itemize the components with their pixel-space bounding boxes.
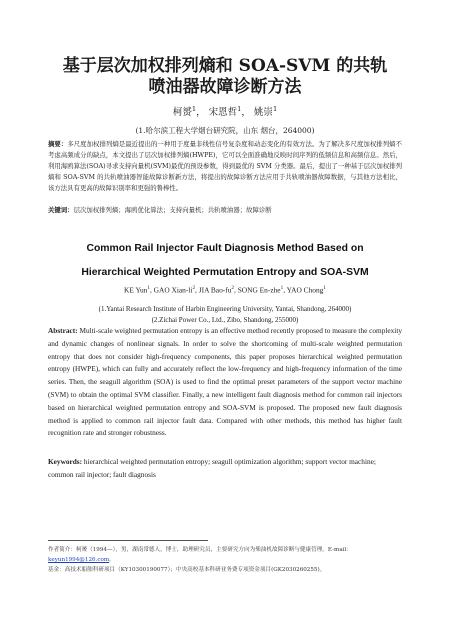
author-info-end: 。 xyxy=(109,557,115,563)
english-title xyxy=(40,237,410,285)
author-affiliation-mark: 2 xyxy=(231,285,234,291)
author-affiliation-mark: 1 xyxy=(280,285,284,291)
author-info-footnote xyxy=(48,545,402,565)
english-abstract-text: Multi-scale weighted permutation entropy is an effective method recently proposed to measure the complexity and dynamic changes of nonlinear signals. In order to solve the shortcoming of multi-scale weighted permutation entropy that does not consider high-frequency components, this paper proposes hierarchical weighted permutation entropy (HWPE), which can fully and accurately reflect the low-frequency and high-frequency information of the time series. Then, the seagull algorithm (SOA) is used to find the optimal preset parameters of the support vector machine (SVM) to obtain the optimal SVM classifier. Finally, a new intelligent fault diagnosis method for common rail injectors based on hierarchical weighted permutation entropy and SOA-SVM is proposed. The proposed new fault diagnosis method is applied to common rail injector fault data. Compared with other methods, this method has higher fault recognition rate and stronger robustness. xyxy=(48,326,403,438)
author-separator: ， xyxy=(196,107,206,118)
english-abstract xyxy=(48,325,402,440)
author-name: 姚崇 xyxy=(253,107,273,118)
english-affiliations xyxy=(40,304,410,326)
chinese-keywords-text: 层次加权排列熵；海鸥优化算法；支持向量机；共轨喷油器；故障诊断 xyxy=(73,206,272,214)
author-email-link[interactable]: keyun1994@126.com xyxy=(48,557,110,563)
chinese-authors xyxy=(40,104,410,118)
chinese-abstract xyxy=(48,139,402,194)
english-title-line-2: Hierarchical Weighted Permutation Entropy and SOA-SVM xyxy=(81,267,369,278)
author-info-text: 作者简介：柯赟（1994—），男，湖南常德人，博士，助理研究员，主要研究方向为柴油机故障诊断与健康管理。E-mail： xyxy=(48,547,352,553)
author-affiliation-mark: 2 xyxy=(192,285,196,291)
chinese-title-line-2: 喷油器故障诊断方法 xyxy=(148,77,302,97)
footnotes xyxy=(48,545,402,575)
author-affiliation-mark: 1 xyxy=(191,104,197,113)
author-affiliation-mark: 1 xyxy=(237,104,242,113)
author-affiliation-mark: 1 xyxy=(323,285,326,291)
author-name: KE Yun xyxy=(124,285,148,295)
author-name: 柯赟 xyxy=(172,107,192,118)
chinese-keywords xyxy=(48,205,402,216)
author-name: SONG En-zhe xyxy=(237,285,281,295)
chinese-abstract-text: 多尺度加权排列熵是最近提出的一种用于度量非线性信号复杂度和动态变化的有效方法。为了解决多尺度加权排列熵不考虑高频成分的缺点，本文提出了层次加权排列熵(HWPE)，它可以全面准确地反映时间序列的低频信息和高频信息。然后，利用海鸥算法(SOA)寻求支持向量机(SVM)最优的预设参数，得到最优的 SVM 分类器。最后，提出了一种基于层次加权排列熵和 SOA-SVM 的共轨喷油器智能故障诊断新方法，将提出的故障诊断方法应用于共轨喷油器故障数据，与其他方法相比，该方法具有更高的故障识别率和更强的鲁棒性。 xyxy=(48,140,402,193)
chinese-affiliation: (1.哈尔滨工程大学烟台研究院，山东 烟台，264000) xyxy=(135,126,315,135)
english-abstract-label: Abstract: xyxy=(48,326,78,335)
chinese-title-line-1: 基于层次加权排列熵和 SOA-SVM 的共轨 xyxy=(62,56,388,76)
author-name: JIA Bao-fu xyxy=(198,285,232,295)
english-affiliation-1: (1.Yantai Research Institute of Harbin Engineering University, Yantai, Shandong, 264000) xyxy=(98,305,352,313)
chinese-title xyxy=(40,56,410,98)
chinese-abstract-label: 摘要： xyxy=(48,140,68,148)
chinese-keywords-label: 关键词： xyxy=(48,206,74,214)
footnote-divider xyxy=(48,540,208,541)
english-title-line-1: Common Rail Injector Fault Diagnosis Method Based on xyxy=(86,243,364,254)
author-separator: ， xyxy=(241,107,251,118)
english-authors: KE Yun$^1$, GAO Xian-$li^2$, JIA Bao-$fu^2$, SONG En-zhe$^1$, YAO Chong$^1$ xyxy=(124,285,326,295)
author-affiliation-mark: 1 xyxy=(147,285,150,291)
author-affiliation-mark: 1 xyxy=(272,104,278,113)
english-keywords xyxy=(48,456,402,482)
english-keywords-text: hierarchical weighted permutation entropy; seagull optimization algorithm; support vector machine; common rail injector; fault diagnosis xyxy=(48,457,376,479)
author-name: GAO Xian-li xyxy=(153,285,193,295)
funding-footnote: 基金：高技术船舶科研项目（KY10300190077）；中央高校基本科研业务费专项资金项目(GK2030260255)。 xyxy=(48,567,326,573)
author-name: 宋恩哲 xyxy=(208,107,238,118)
english-keywords-label: Keywords: xyxy=(48,457,83,466)
author-name: YAO Chong xyxy=(286,285,324,295)
english-affiliation-2: (2.Zichai Power Co., Ltd., Zibo, Shandong, 255000) xyxy=(151,316,299,324)
